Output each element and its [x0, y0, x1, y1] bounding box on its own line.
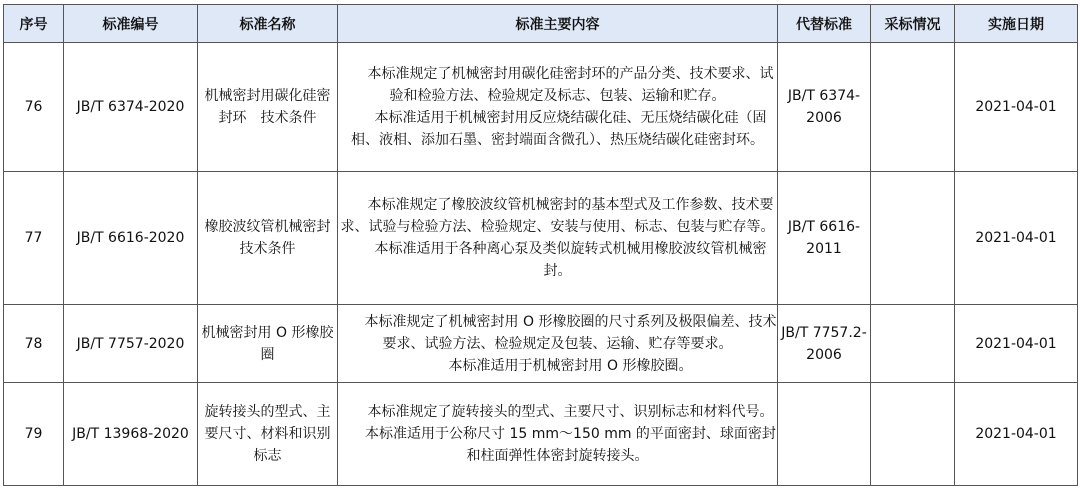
- row-replaced: [778, 383, 871, 486]
- row-replaced: JB/T 6616-2011: [778, 172, 871, 305]
- header-content: 标准主要内容: [338, 5, 778, 43]
- row-no: 76: [4, 43, 64, 172]
- row-code: JB/T 13968-2020: [64, 383, 198, 486]
- row-date: 2021-04-01: [955, 43, 1078, 172]
- row-replaced: JB/T 7757.2-2006: [778, 305, 871, 383]
- row-date: 2021-04-01: [955, 383, 1078, 486]
- standards-table: [3, 4, 1078, 486]
- row-adoption: [871, 172, 955, 305]
- table-row: [4, 43, 1078, 172]
- row-adoption: [871, 43, 955, 172]
- row-name: 橡胶波纹管机械密封 技术条件: [198, 172, 338, 305]
- content-paragraph: 本标准适用于各种离心泵及类似旋转式机械用橡胶波纹管机械密封。: [374, 241, 767, 279]
- content-paragraph: 本标准规定了橡胶波纹管机械密封的基本型式及工作参数、技术要求、试验与检验方法、检验规定、安装与使用、标志、包装与贮存等。: [340, 197, 775, 235]
- row-code: JB/T 6616-2020: [64, 172, 198, 305]
- row-content: [338, 383, 778, 486]
- content-paragraph: 本标准适用于公称尺寸 15 mm～150 mm 的平面密封、球面密封和柱面弹性体密封旋转接头。: [365, 426, 776, 464]
- content-paragraph: 本标准规定了机械密封用碳化硅密封环的产品分类、技术要求、试验和检验方法、检验规定及标志、包装、运输和贮存。: [367, 66, 774, 104]
- header-date: 实施日期: [955, 5, 1078, 43]
- content-paragraph: 本标准适用于机械密封用 O 形橡胶圈。: [448, 357, 693, 374]
- content-paragraph: 本标准规定了旋转接头的型式、主要尺寸、识别标志和材料代号。: [367, 404, 774, 420]
- row-date: 2021-04-01: [955, 172, 1078, 305]
- row-code: JB/T 6374-2020: [64, 43, 198, 172]
- table-header-row: [4, 5, 1078, 43]
- row-replaced: JB/T 6374-2006: [778, 43, 871, 172]
- content-paragraph: 本标准规定了机械密封用 O 形橡胶圈的尺寸系列及极限偏差、技术要求、试验方法、检验规定及包装、运输、贮存等要求。: [364, 313, 777, 352]
- header-adoption: 采标情况: [871, 5, 955, 43]
- header-code: 标准编号: [64, 5, 198, 43]
- table-row: [4, 383, 1078, 486]
- row-no: 79: [4, 383, 64, 486]
- table-row: [4, 305, 1078, 383]
- row-name: 机械密封用碳化硅密封环 技术条件: [198, 43, 338, 172]
- header-replaced: 代替标准: [778, 5, 871, 43]
- header-name: 标准名称: [198, 5, 338, 43]
- row-content: [338, 43, 778, 172]
- row-name: 旋转接头的型式、主要尺寸、材料和识别标志: [198, 383, 338, 486]
- content-paragraph: 本标准适用于机械密封用反应烧结碳化硅、无压烧结碳化硅（固相、液相、添加石墨、密封端面含微孔）、热压烧结碳化硅密封环。: [351, 110, 767, 148]
- row-adoption: [871, 305, 955, 383]
- row-no: 77: [4, 172, 64, 305]
- row-name: 机械密封用 O 形橡胶圈: [198, 305, 338, 383]
- row-content: [338, 305, 778, 383]
- row-date: 2021-04-01: [955, 305, 1078, 383]
- row-adoption: [871, 383, 955, 486]
- table-row: [4, 172, 1078, 305]
- row-no: 78: [4, 305, 64, 383]
- header-no: 序号: [4, 5, 64, 43]
- row-content: [338, 172, 778, 305]
- row-code: JB/T 7757-2020: [64, 305, 198, 383]
